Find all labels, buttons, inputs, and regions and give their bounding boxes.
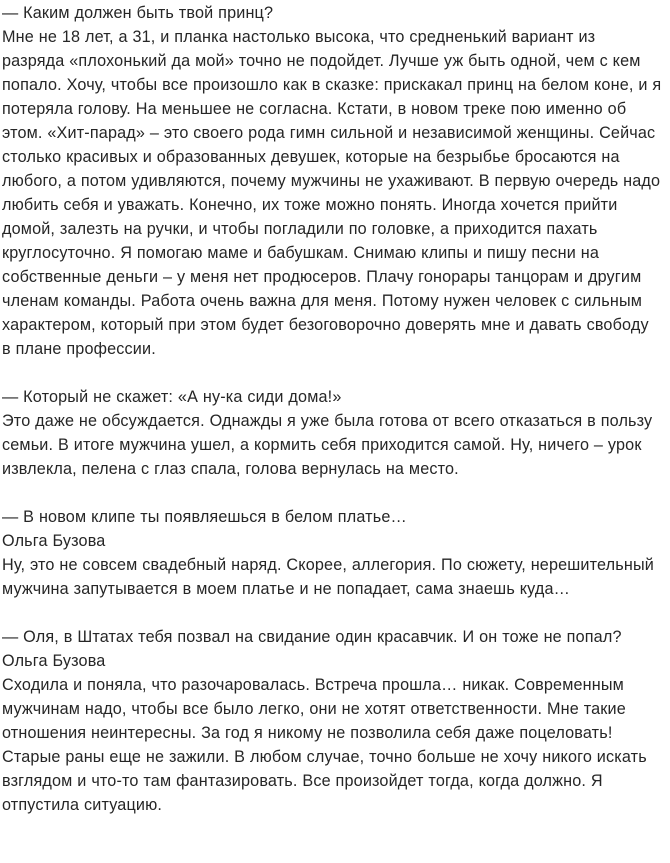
qa-group xyxy=(2,625,662,817)
interview-answer: Мне не 18 лет, а 31, и планка настолько высока, что средненький вариант из разряда «плохонький да мой» точно не подойдет. Лучше уж быть одной, чем с кем попало. Хочу, чтобы все произошло как в сказке: прискакал принц на белом коне, и я потеряла голову. На меньшее не согласна. Кстати, в новом треке пою именно об этом. «Хит-парад» – это своего рода гимн сильной и независимой женщины. Сейчас столько красивых и образованных девушек, которые на безрыбье бросаются на любого, а потом удивляются, почему мужчины не ухаживают. В первую очередь надо любить себя и уважать. Конечно, их тоже можно понять. Иногда хочется прийти домой, залезть на ручки, и чтобы погладили по головке, а приходится пахать круглосуточно. Я помогаю маме и бабушкам. Снимаю клипы и пишу песни на собственные деньги – у меня нет продюсеров. Плачу гонорары танцорам и другим членам команды. Работа очень важна для меня. Потому нужен человек с сильным характером, который при этом будет безоговорочно доверять мне и давать свободу в плане профессии. xyxy=(2,28,662,358)
interview-question: — Который не скажет: «А ну-ка сиди дома!» xyxy=(2,388,342,406)
interview-question: — Оля, в Штатах тебя позвал на свидание один красавчик. И он тоже не попал? xyxy=(2,628,622,646)
interview-answer: Сходила и поняла, что разочаровалась. Встреча прошла… никак. Современным мужчинам надо, чтобы все было легко, они не хотят ответственности. Мне такие отношения неинтересны. За год я никому не позволила себя даже поцеловать! Старые раны еще не зажили. В любом случае, точно больше не хочу никого искать взглядом и что-то там фантазировать. Все произойдет тогда, когда должно. Я отпустила ситуацию. xyxy=(2,676,647,814)
interview-question: — В новом клипе ты появляешься в белом платье… xyxy=(2,508,407,526)
interview-answer: Это даже не обсуждается. Однажды я уже была готова от всего отказаться в пользу семьи. В итоге мужчина ушел, а кормить себя приходится самой. Ну, ничего – урок извлекла, пелена с глаз спала, голова вернулась на место. xyxy=(2,412,653,478)
interview-question: — Каким должен быть твой принц? xyxy=(2,4,274,22)
qa-group xyxy=(2,1,662,361)
qa-group xyxy=(2,385,662,481)
qa-list xyxy=(2,1,662,817)
interview-answer: Ну, это не совсем свадебный наряд. Скорее, аллегория. По сюжету, нерешительный мужчина запутывается в моем платье и не попадает, сама знаешь куда… xyxy=(2,556,654,598)
speaker-name: Ольга Бузова xyxy=(2,532,106,550)
speaker-name: Ольга Бузова xyxy=(2,652,106,670)
qa-group xyxy=(2,505,662,601)
